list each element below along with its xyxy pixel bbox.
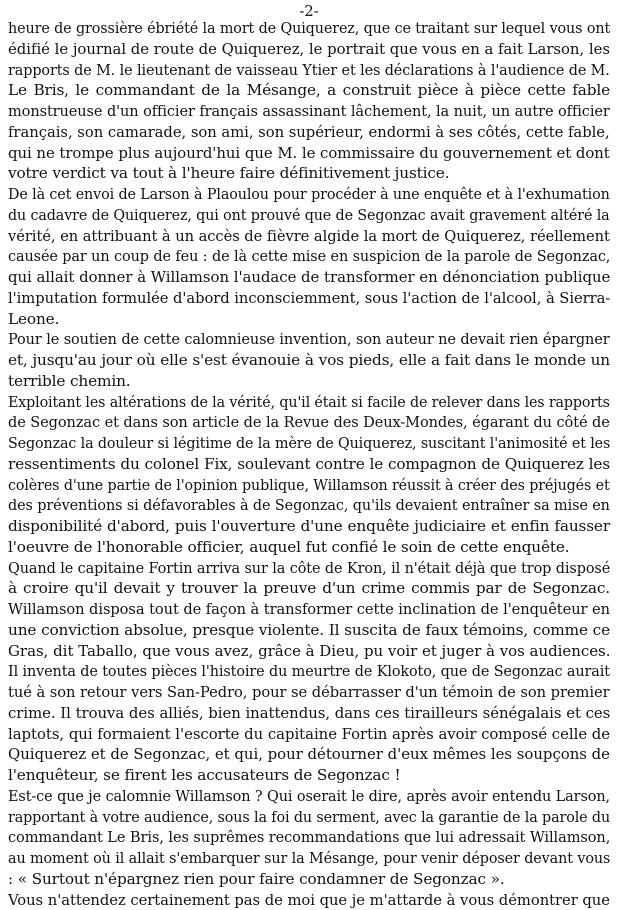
body-text xyxy=(8,18,610,910)
text-line: qui ne trompe plus aujourd'hui que M. le commissaire du gouvernement et dont xyxy=(8,143,593,164)
paragraph xyxy=(8,18,610,184)
text-line: Quiquerez et de Segonzac, et qui, pour détourner d'eux mêmes les soupçons de xyxy=(8,744,594,765)
text-line: crime. Il trouva des alliés, bien inattendus, dans ces tirailleurs sénégalais et ces xyxy=(8,703,593,724)
text-line: français, son camarade, son ami, son supérieur, endormi à ses côtés, cette fable, xyxy=(8,122,590,143)
text-line: Leone. xyxy=(8,309,610,330)
paragraph xyxy=(8,392,610,558)
text-line: monstrueuse d'un officier français assassinant lâchement, la nuit, un autre officier xyxy=(8,101,579,122)
text-line: Exploitant les altérations de la vérité, qu'il était si facile de relever dans les rapports xyxy=(8,392,568,413)
text-line: Il inventa de toutes pièces l'histoire du meurtre de Klokoto, que de Segonzac aurait xyxy=(8,661,573,682)
text-line: Vous n'attendez certainement pas de moi que je m'attarde à vous démontrer que xyxy=(8,890,589,910)
text-line: Quand le capitaine Fortin arriva sur la côte de Kron, il n'était déjà que trop disposé xyxy=(8,558,575,579)
text-line: qui allait donner à Willamson l'audace de transformer en dénonciation publique xyxy=(8,267,593,288)
paragraph xyxy=(8,661,610,786)
text-line: disponibilité d'abord, puis l'ouverture d'une enquête judiciaire et enfin fausser xyxy=(8,516,610,537)
text-line: une conviction absolue, presque violente. Il suscita de faux témoins, comme ce xyxy=(8,620,610,641)
text-line: vérité, en attribuant à un accès de fièvre algide la mort de Quiquerez, réellement xyxy=(8,226,585,247)
text-line: de Segonzac et dans son article de la Revue des Deux-Mondes, égarant du côté de xyxy=(8,412,580,433)
text-line: colères d'une partie de l'opinion publique, Willamson réussit à créer des préjugés et xyxy=(8,475,570,496)
text-line: des préventions si défavorables à de Segonzac, qu'ils devaient entraîner sa mise en xyxy=(8,495,574,516)
paragraph xyxy=(8,786,610,890)
text-line: Pour le soutien de cette calomnieuse invention, son auteur ne devait rien épargner xyxy=(8,329,577,350)
text-line: au moment où il allait s'embarquer sur la Mésange, pour venir déposer devant vous xyxy=(8,848,572,869)
text-line: à croire qu'il devait y trouver la preuve d'un crime commis par de Segonzac. xyxy=(8,578,610,599)
text-line: édifié le journal de route de Quiquerez, le portrait que vous en a fait Larson, les xyxy=(8,39,593,60)
text-line: Gras, dit Taballo, que vous avez, grâce à Dieu, pu voir et juger à vos audiences. xyxy=(8,641,596,662)
text-line: l'oeuvre de l'honorable officier, auquel fut confié le soin de cette enquête. xyxy=(8,537,610,558)
text-line: De là cet envoi de Larson à Plaoulou pour procéder à une enquête et à l'exhumation xyxy=(8,184,571,205)
paragraph xyxy=(8,329,610,391)
text-line: commandant Le Bris, les suprêmes recommandations que lui adressait Willamson, xyxy=(8,827,580,848)
text-line: terrible chemin. xyxy=(8,371,610,392)
paragraph xyxy=(8,890,610,910)
text-line: heure de grossière ébriété la mort de Quiquerez, que ce traitant sur lequel vous ont xyxy=(8,18,572,39)
text-line: l'imputation formulée d'abord inconsciemment, sous l'action de l'alcool, à Sierra- xyxy=(8,288,587,309)
text-line: rapportant à votre audience, sous la foi du serment, avec la garantie de la parole du xyxy=(8,807,571,828)
text-line: du cadavre de Quiquerez, qui ont prouvé que de Segonzac avait gravement altéré la xyxy=(8,205,570,226)
text-line: Segonzac la douleur si légitime de la mère de Quiquerez, suscitant l'animosité et les xyxy=(8,433,570,454)
text-line: ressentiments du colonel Fix, soulevant contre le compagnon de Quiquerez les xyxy=(8,454,610,475)
text-line: tué à son retour vers San-Pedro, pour se débarrasser d'un témoin de son premier xyxy=(8,682,585,703)
text-line: causée par un coup de feu : de là cette mise en suspicion de la parole de Segonzac, xyxy=(8,246,575,267)
paragraph xyxy=(8,184,610,329)
text-line: Est-ce que je calomnie Willamson ? Qui oserait le dire, après avoir entendu Larson, xyxy=(8,786,575,807)
text-line: votre verdict va tout à l'heure faire définitivement justice. xyxy=(8,163,610,184)
text-line: laptots, qui formaient l'escorte du capitaine Fortin après avoir composé celle de xyxy=(8,724,593,745)
text-line: : « Surtout n'épargnez rien pour faire condamner de Segonzac ». xyxy=(8,869,610,890)
text-line: l'enquêteur, se firent les accusateurs de Segonzac ! xyxy=(8,765,610,786)
text-line: rapports de M. le lieutenant de vaisseau Ytier et les déclarations à l'audience de M. xyxy=(8,60,573,81)
document-page xyxy=(8,0,610,910)
paragraph xyxy=(8,558,610,662)
page-number: -2- xyxy=(8,0,610,18)
text-line: Willamson disposa tout de façon à transformer cette inclination de l'enquêteur en xyxy=(8,599,583,620)
text-line: Le Bris, le commandant de la Mésange, a construit pièce à pièce cette fable xyxy=(8,80,610,101)
text-line: et, jusqu'au jour où elle s'est évanouie à vos pieds, elle a fait dans le monde un xyxy=(8,350,610,371)
